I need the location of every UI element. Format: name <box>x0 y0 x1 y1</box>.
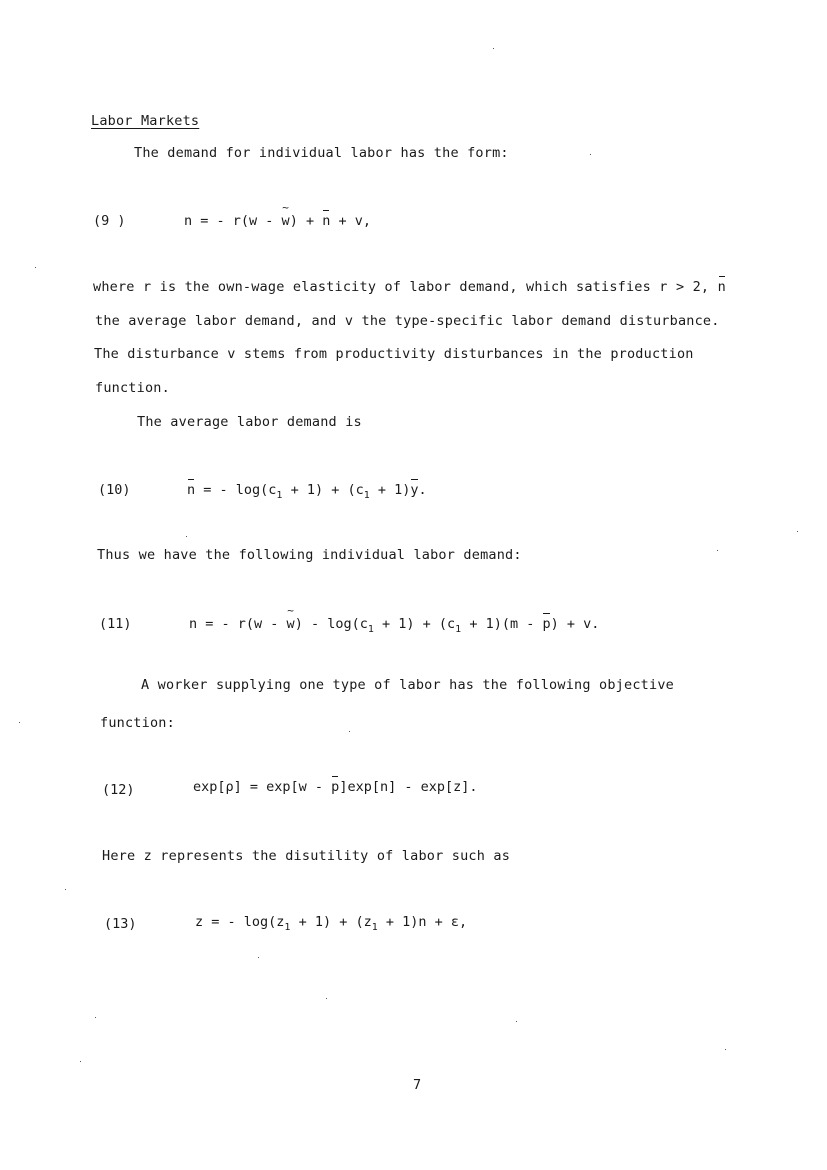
paragraph-elasticity-line1: where r is the own-wage elasticity of labor demand, which satisfies r > 2, n <box>93 279 726 295</box>
scan-speck <box>19 722 20 723</box>
equation-10: n = - $\log(c_1 + 1) + (c_1 + 1)y$. <box>187 482 427 501</box>
paragraph-individual-demand: Thus we have the following individual labor demand: <box>97 547 522 563</box>
n-bar: n <box>717 279 726 295</box>
scan-speck <box>186 536 187 537</box>
equation-9: n = - r(w - ~ w) + n + v, <box>184 213 371 229</box>
equation-10-number: (10) <box>98 482 131 498</box>
equation-9-number: (9 ) <box>93 213 126 229</box>
paragraph-worker-line1: A worker supplying one type of labor has the following objective <box>141 677 674 693</box>
section-heading: Labor Markets <box>91 113 200 129</box>
scan-speck <box>80 1061 81 1062</box>
paragraph-average-demand: The average labor demand is <box>137 414 362 430</box>
scan-speck <box>326 998 327 999</box>
n-bar: n <box>187 482 196 498</box>
equation-11: n = - r(w - ~ $w) - \log(c_1 + 1) + (c_1 + 1)(m - p) + v$. <box>189 616 599 635</box>
paragraph-disutility: Here z represents the disutility of labor such as <box>102 848 511 864</box>
scan-speck <box>349 731 350 732</box>
scan-speck <box>493 48 494 49</box>
w-tilde: ~ w <box>282 213 290 229</box>
p-bar: p <box>331 779 340 795</box>
w-tilde: ~ w <box>287 616 295 632</box>
equation-13-number: (13) <box>104 916 137 932</box>
equation-13: z = - $\log(z_1 + 1) + (z_1 + 1)n + \varepsilon$, <box>195 914 468 933</box>
scan-speck <box>95 1017 96 1018</box>
equation-11-number: (11) <box>99 616 132 632</box>
page-number: 7 <box>413 1077 422 1093</box>
scan-speck <box>717 550 718 551</box>
y-bar: y <box>410 482 419 498</box>
scan-speck <box>35 267 36 268</box>
paragraph-demand-intro: The demand for individual labor has the form: <box>134 145 509 161</box>
scan-speck <box>65 889 66 890</box>
equation-12-number: (12) <box>102 782 135 798</box>
paragraph-elasticity-line3: The disturbance v stems from productivity disturbances in the production <box>94 346 694 362</box>
paragraph-elasticity-line4: function. <box>95 380 170 396</box>
n-bar: n <box>322 213 331 229</box>
scan-speck <box>590 154 591 155</box>
scan-speck <box>258 957 259 958</box>
scan-speck <box>725 1049 726 1050</box>
scan-speck <box>797 531 798 532</box>
p-bar: p <box>542 616 551 632</box>
paragraph-worker-line2: function: <box>100 715 175 731</box>
paragraph-elasticity-line2: the average labor demand, and v the type-specific labor demand disturbance. <box>95 313 720 329</box>
scan-speck <box>516 1021 517 1022</box>
equation-12: exp[ρ] = exp[w - p]exp[n] - exp[z]. <box>193 779 478 795</box>
